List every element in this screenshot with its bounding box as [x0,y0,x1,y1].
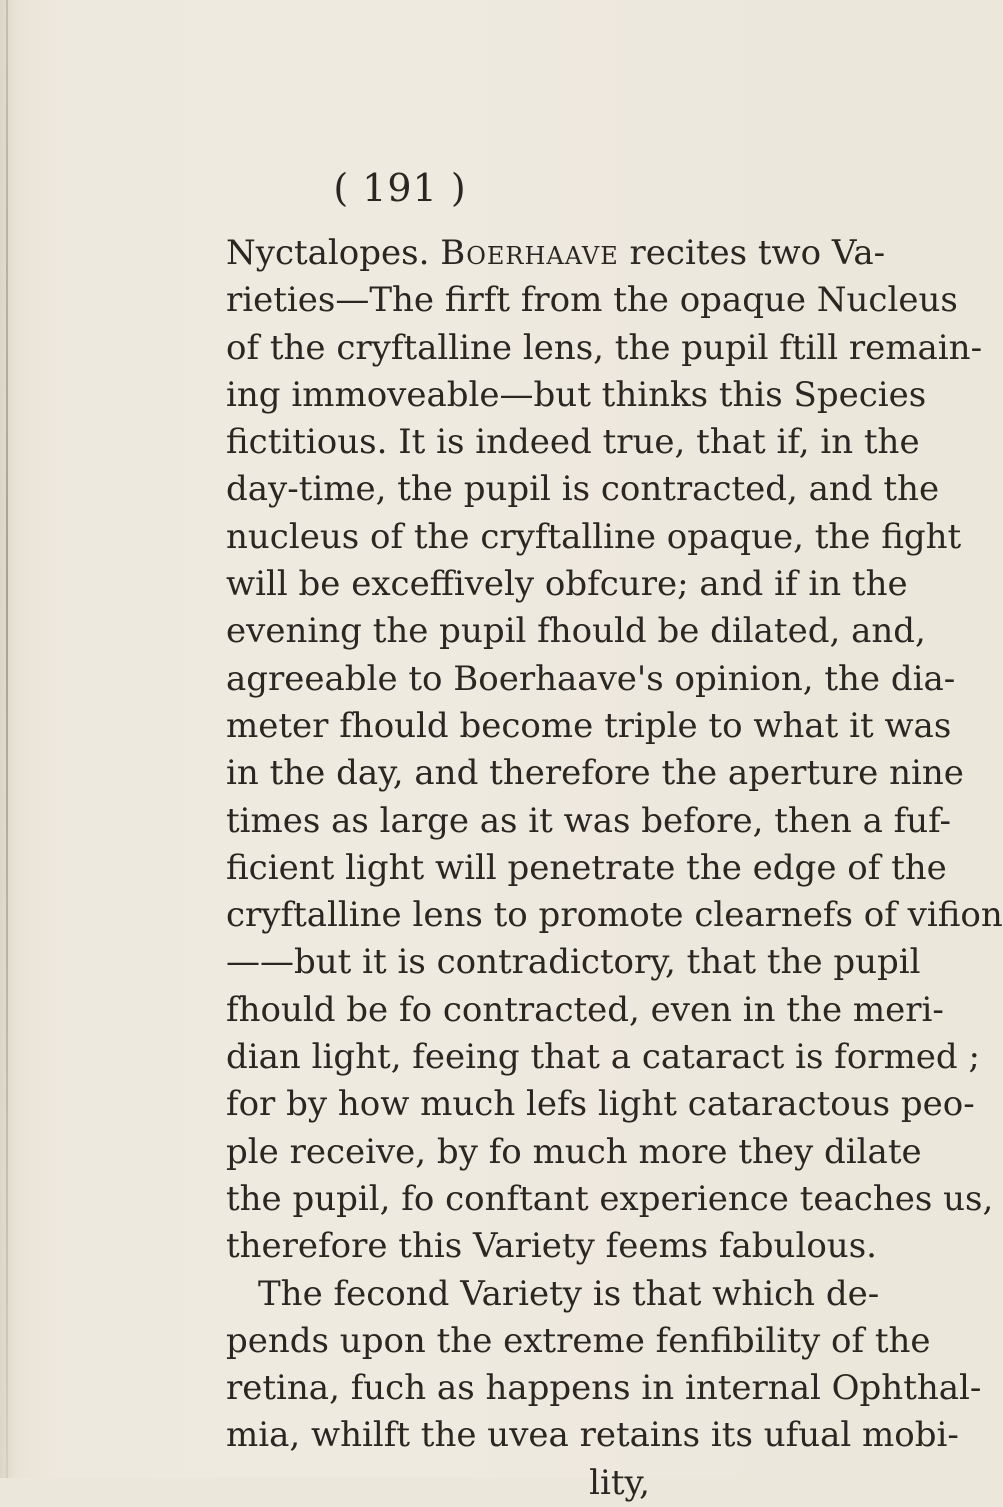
text-line: of the cryftalline lens, the pupil ftill remain- [226,327,983,368]
text-line: pends upon the extreme fenfibility of the [226,1320,931,1361]
text-line: fictitious. It is indeed true, that if, in the [226,422,920,463]
text-line: nucleus of the cryftalline opaque, the fight [226,516,962,557]
text-line: mia, whilft the uvea retains its ufual mobi- [226,1415,959,1456]
paragraph-start-line: The fecond Variety is that which de- [258,1273,880,1314]
text-line: evening the pupil fhould be dilated, and, [226,611,926,652]
text-line: fhould be fo contracted, even in the meri- [226,989,944,1030]
text-line: cryftalline lens to promote clearnefs of vifion [226,895,1003,936]
text-line: therefore this Variety feems fabulous. [226,1226,877,1267]
text-line: rieties—The firft from the opaque Nucleus [226,280,958,321]
text-line: in the day, and therefore the aperture nine [226,753,964,794]
page-number: ( 191 ) [333,166,467,210]
text-line: Nyctalopes. Boerhaave recites two Va- [226,233,886,273]
text-line: agreeable to Boerhaave's opinion, the dia- [226,658,956,699]
text-line: dian light, feeing that a cataract is formed ; [226,1037,980,1078]
catchword: lity, [589,1462,650,1503]
text-line: meter fhould become triple to what it was [226,705,952,746]
text-line: ——but it is contradictory, that the pupil [226,942,921,983]
binding-gutter [6,0,8,1478]
author-name: Boerhaave [440,233,619,273]
text-line: ple receive, by fo much more they dilate [226,1131,922,1172]
body-text [226,230,1003,1507]
text-line: retina, fuch as happens in internal Ophthal- [226,1368,982,1409]
text-line: for by how much lefs light cataractous peo- [226,1084,975,1125]
text-line: ing immoveable—but thinks this Species [226,374,927,415]
text-line: times as large as it was before, then a fuf- [226,800,952,841]
text-line: day-time, the pupil is contracted, and the [226,469,940,510]
text-line: the pupil, fo conftant experience teaches us, [226,1178,994,1219]
text-line: will be exceffively obfcure; and if in the [226,564,908,605]
text-line: ficient light will penetrate the edge of the [226,847,947,888]
